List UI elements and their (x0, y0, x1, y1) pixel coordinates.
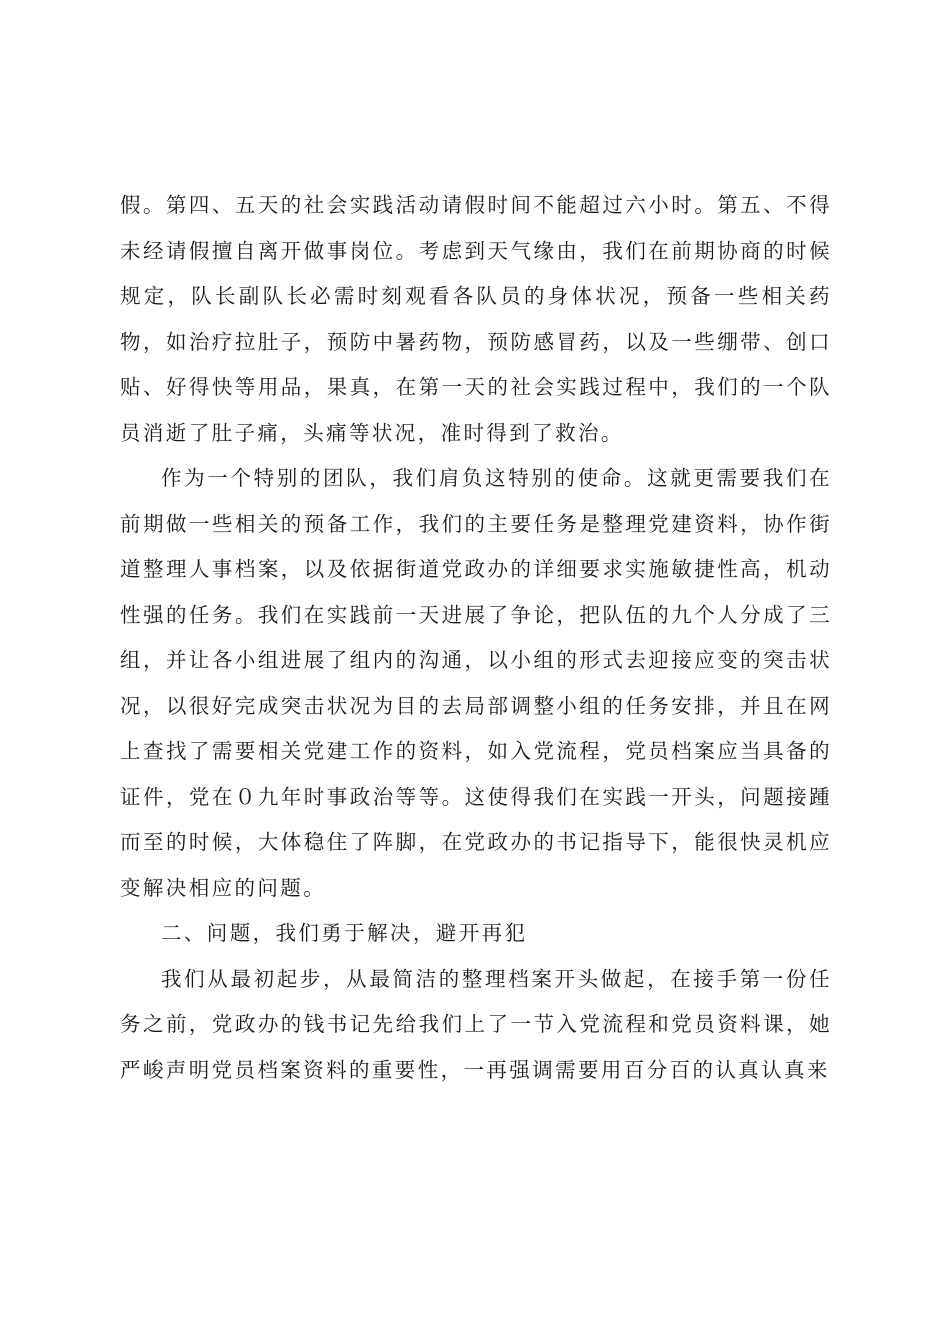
paragraph-team-preparation: 作为一个特别的团队，我们肩负这特别的使命。这就更需要我们在前期做一些相关的预备工作，我们的主要任务是整理党建资料，协作街道整理人事档案，以及依据街道党政办的详细要求实施敏捷性高，机动性强的任务。我们在实践前一天进展了争论，把队伍的九个人分成了三组，并让各小组进展了组内的沟通，以小组的形式去迎接应变的突击状况，以很好完成突击状况为目的去局部调整小组的任务安排，并且在网上查找了需要相关党建工作的资料，如入党流程，党员档案应当具备的证件，党在０九年时事政治等等。这使得我们在实践一开头，问题接踵而至的时候，大体稳住了阵脚，在党政办的书记指导下，能很快灵机应变解决相应的问题。 (120, 466, 832, 900)
paragraph-continued: 假。第四、五天的社会实践活动请假时间不能超过六小时。第五、不得未经请假擅自离开做事岗位。考虑到天气缘由，我们在前期协商的时候规定，队长副队长必需时刻观看各队员的身体状况，预备一些相关药物，如治疗拉肚子，预防中暑药物，预防感冒药，以及一些绷带、创口贴、好得快等用品，果真，在第一天的社会实践过程中，我们的一个队员消逝了肚子痛，头痛等状况，准时得到了救治。 (120, 193, 832, 445)
paragraph-archive-work: 我们从最初起步，从最简洁的整理档案开头做起，在接手第一份任务之前，党政办的钱书记先给我们上了一节入党流程和党员资料课，她严峻声明党员档案资料的重要性，一再强调需要用百分百的认真认真来 (120, 966, 832, 1082)
document-body (120, 183, 832, 1093)
section-heading-problems: 二、问题，我们勇于解决，避开再犯 (161, 921, 528, 945)
